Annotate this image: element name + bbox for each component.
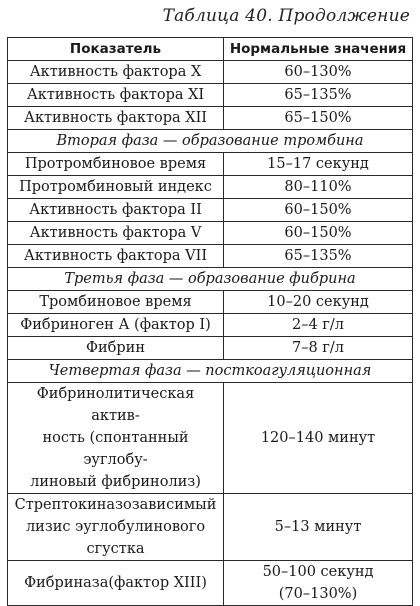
- normal-value-cell: 60–130%: [224, 61, 413, 84]
- indicator-line: ность (спонтанный эуглобу-: [42, 430, 189, 468]
- table-caption: Таблица 40. Продолжение: [162, 6, 410, 26]
- table-row: [8, 561, 413, 606]
- indicator-cell: Протромбиновый индекс: [8, 176, 224, 199]
- coagulation-table: [7, 37, 413, 606]
- normal-value-cell: 65–150%: [224, 107, 413, 130]
- indicator-cell: Тромбиновое время: [8, 291, 224, 314]
- normal-value-cell: 120–140 минут: [224, 383, 413, 494]
- indicator-cell: Активность фактора V: [8, 222, 224, 245]
- normal-value-cell: 5–13 минут: [224, 494, 413, 561]
- table-row: [8, 61, 413, 84]
- indicator-cell: Активность фактора X: [8, 61, 224, 84]
- indicator-line: Фибринолитическая актив-: [36, 386, 195, 424]
- normal-value-line: 50–100 секунд: [262, 564, 374, 580]
- table-row: [8, 245, 413, 268]
- table-row: [8, 176, 413, 199]
- column-header-normal-values: Нормальные значения: [224, 38, 413, 61]
- normal-value-cell: 80–110%: [224, 176, 413, 199]
- table-row: [8, 314, 413, 337]
- indicator-cell: Активность фактора II: [8, 199, 224, 222]
- indicator-line: сгустка: [86, 541, 145, 557]
- indicator-cell: Протромбиновое время: [8, 153, 224, 176]
- phase-heading: Третья фаза — образование фибрина: [8, 268, 413, 291]
- normal-value-cell: 2–4 г/л: [224, 314, 413, 337]
- table-row: [8, 199, 413, 222]
- phase-row: [8, 268, 413, 291]
- table-row: [8, 291, 413, 314]
- normal-value-cell: 15–17 секунд: [224, 153, 413, 176]
- normal-value-line: (70–130%): [278, 586, 358, 602]
- table-row: [8, 494, 413, 561]
- table-row: [8, 84, 413, 107]
- phase-row: [8, 360, 413, 383]
- normal-value-cell: [224, 561, 413, 606]
- indicator-cell: Фибриназа(фактор XIII): [8, 561, 224, 606]
- indicator-cell: Фибрин: [8, 337, 224, 360]
- phase-heading: Вторая фаза — образование тромбина: [8, 130, 413, 153]
- normal-value-cell: 60–150%: [224, 222, 413, 245]
- table-row: [8, 153, 413, 176]
- column-header-indicator: Показатель: [8, 38, 224, 61]
- normal-value-cell: 7–8 г/л: [224, 337, 413, 360]
- normal-value-cell: 10–20 секунд: [224, 291, 413, 314]
- indicator-cell: [8, 494, 224, 561]
- table-row: [8, 222, 413, 245]
- indicator-cell: [8, 383, 224, 494]
- indicator-cell: Активность фактора VII: [8, 245, 224, 268]
- phase-heading: Четвертая фаза — посткоагуляционная: [8, 360, 413, 383]
- table-header-row: [8, 38, 413, 61]
- table-row: [8, 383, 413, 494]
- indicator-cell: Активность фактора XI: [8, 84, 224, 107]
- phase-row: [8, 130, 413, 153]
- table-row: [8, 107, 413, 130]
- indicator-cell: Фибриноген А (фактор I): [8, 314, 224, 337]
- normal-value-cell: 65–135%: [224, 245, 413, 268]
- indicator-line: лизис эуглобулинового: [25, 519, 206, 535]
- indicator-line: Стрептокиназозависимый: [14, 497, 217, 513]
- normal-value-cell: 60–150%: [224, 199, 413, 222]
- indicator-cell: Активность фактора XII: [8, 107, 224, 130]
- normal-value-cell: 65–135%: [224, 84, 413, 107]
- indicator-line: линовый фибринолиз): [30, 474, 201, 490]
- table-row: [8, 337, 413, 360]
